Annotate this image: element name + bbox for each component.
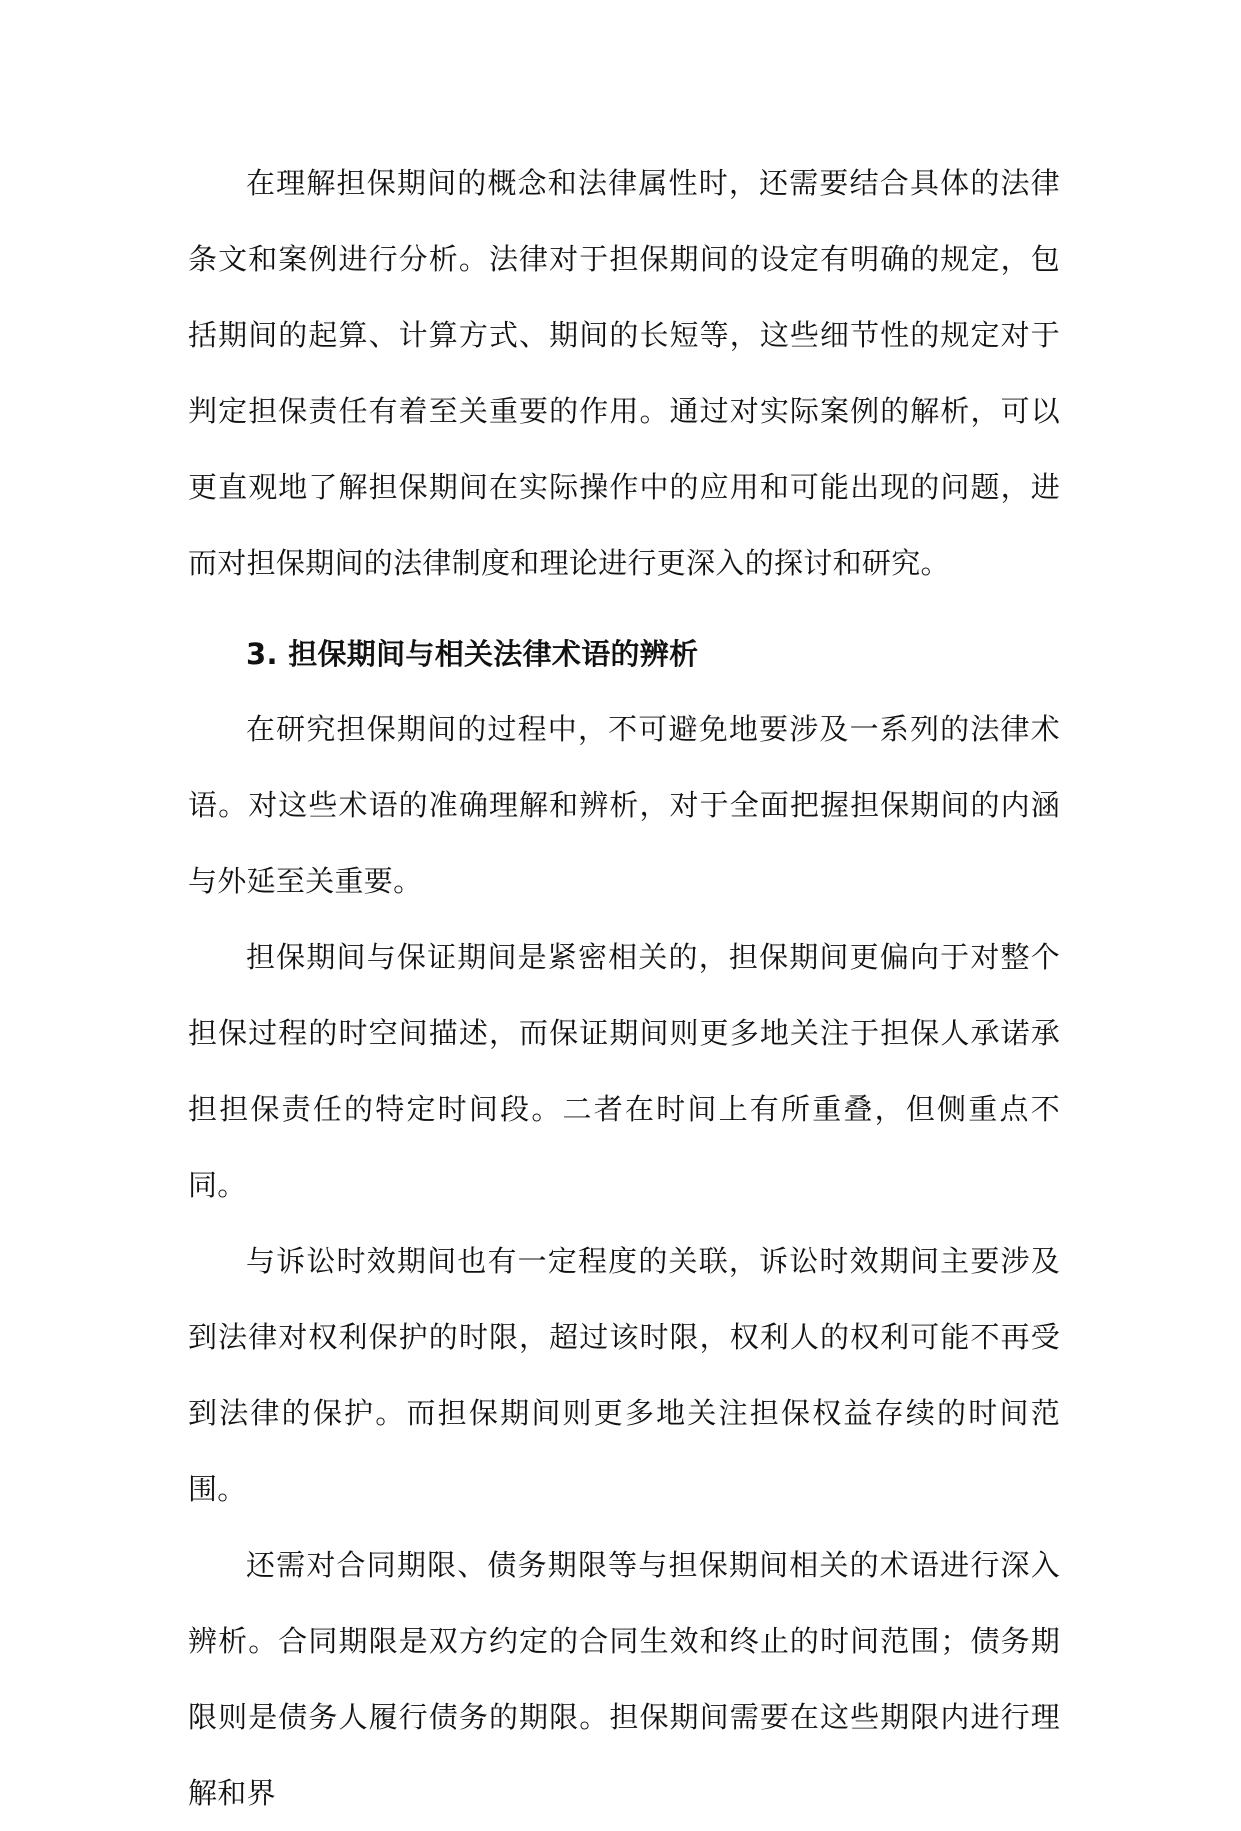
section-heading: 3. 担保期间与相关法律术语的辨析 [246,637,699,671]
paragraph-3: 担保期间与保证期间是紧密相关的，担保期间更偏向于对整个担保过程的时空间描述，而保证期间则更多地关注于担保人承诺承担担保责任的特定时间段。二者在时间上有所重叠，但侧重点不同。 [188,940,1060,1202]
paragraph-4: 与诉讼时效期间也有一定程度的关联，诉讼时效期间主要涉及到法律对权利保护的时限，超过该时限，权利人的权利可能不再受到法律的保护。而担保期间则更多地关注担保权益存续的时间范围。 [188,1244,1060,1506]
paragraph-5: 还需对合同期限、债务期限等与担保期间相关的术语进行深入辨析。合同期限是双方约定的合同生效和终止的时间范围；债务期限则是债务人履行债务的期限。担保期间需要在这些期限内进行理解和界 [188,1548,1060,1810]
paragraph-2: 在研究担保期间的过程中，不可避免地要涉及一系列的法律术语。对这些术语的准确理解和辨析，对于全面把握担保期间的内涵与外延至关重要。 [188,712,1060,898]
paragraph-1: 在理解担保期间的概念和法律属性时，还需要结合具体的法律条文和案例进行分析。法律对于担保期间的设定有明确的规定，包括期间的起算、计算方式、期间的长短等，这些细节性的规定对于判定担保责任有着至关重要的作用。通过对实际案例的解析，可以更直观地了解担保期间在实际操作中的应用和可能出现的问题，进而对担保期间的法律制度和理论进行更深入的探讨和研究。 [188,166,1060,580]
document-body [188,145,1060,1831]
